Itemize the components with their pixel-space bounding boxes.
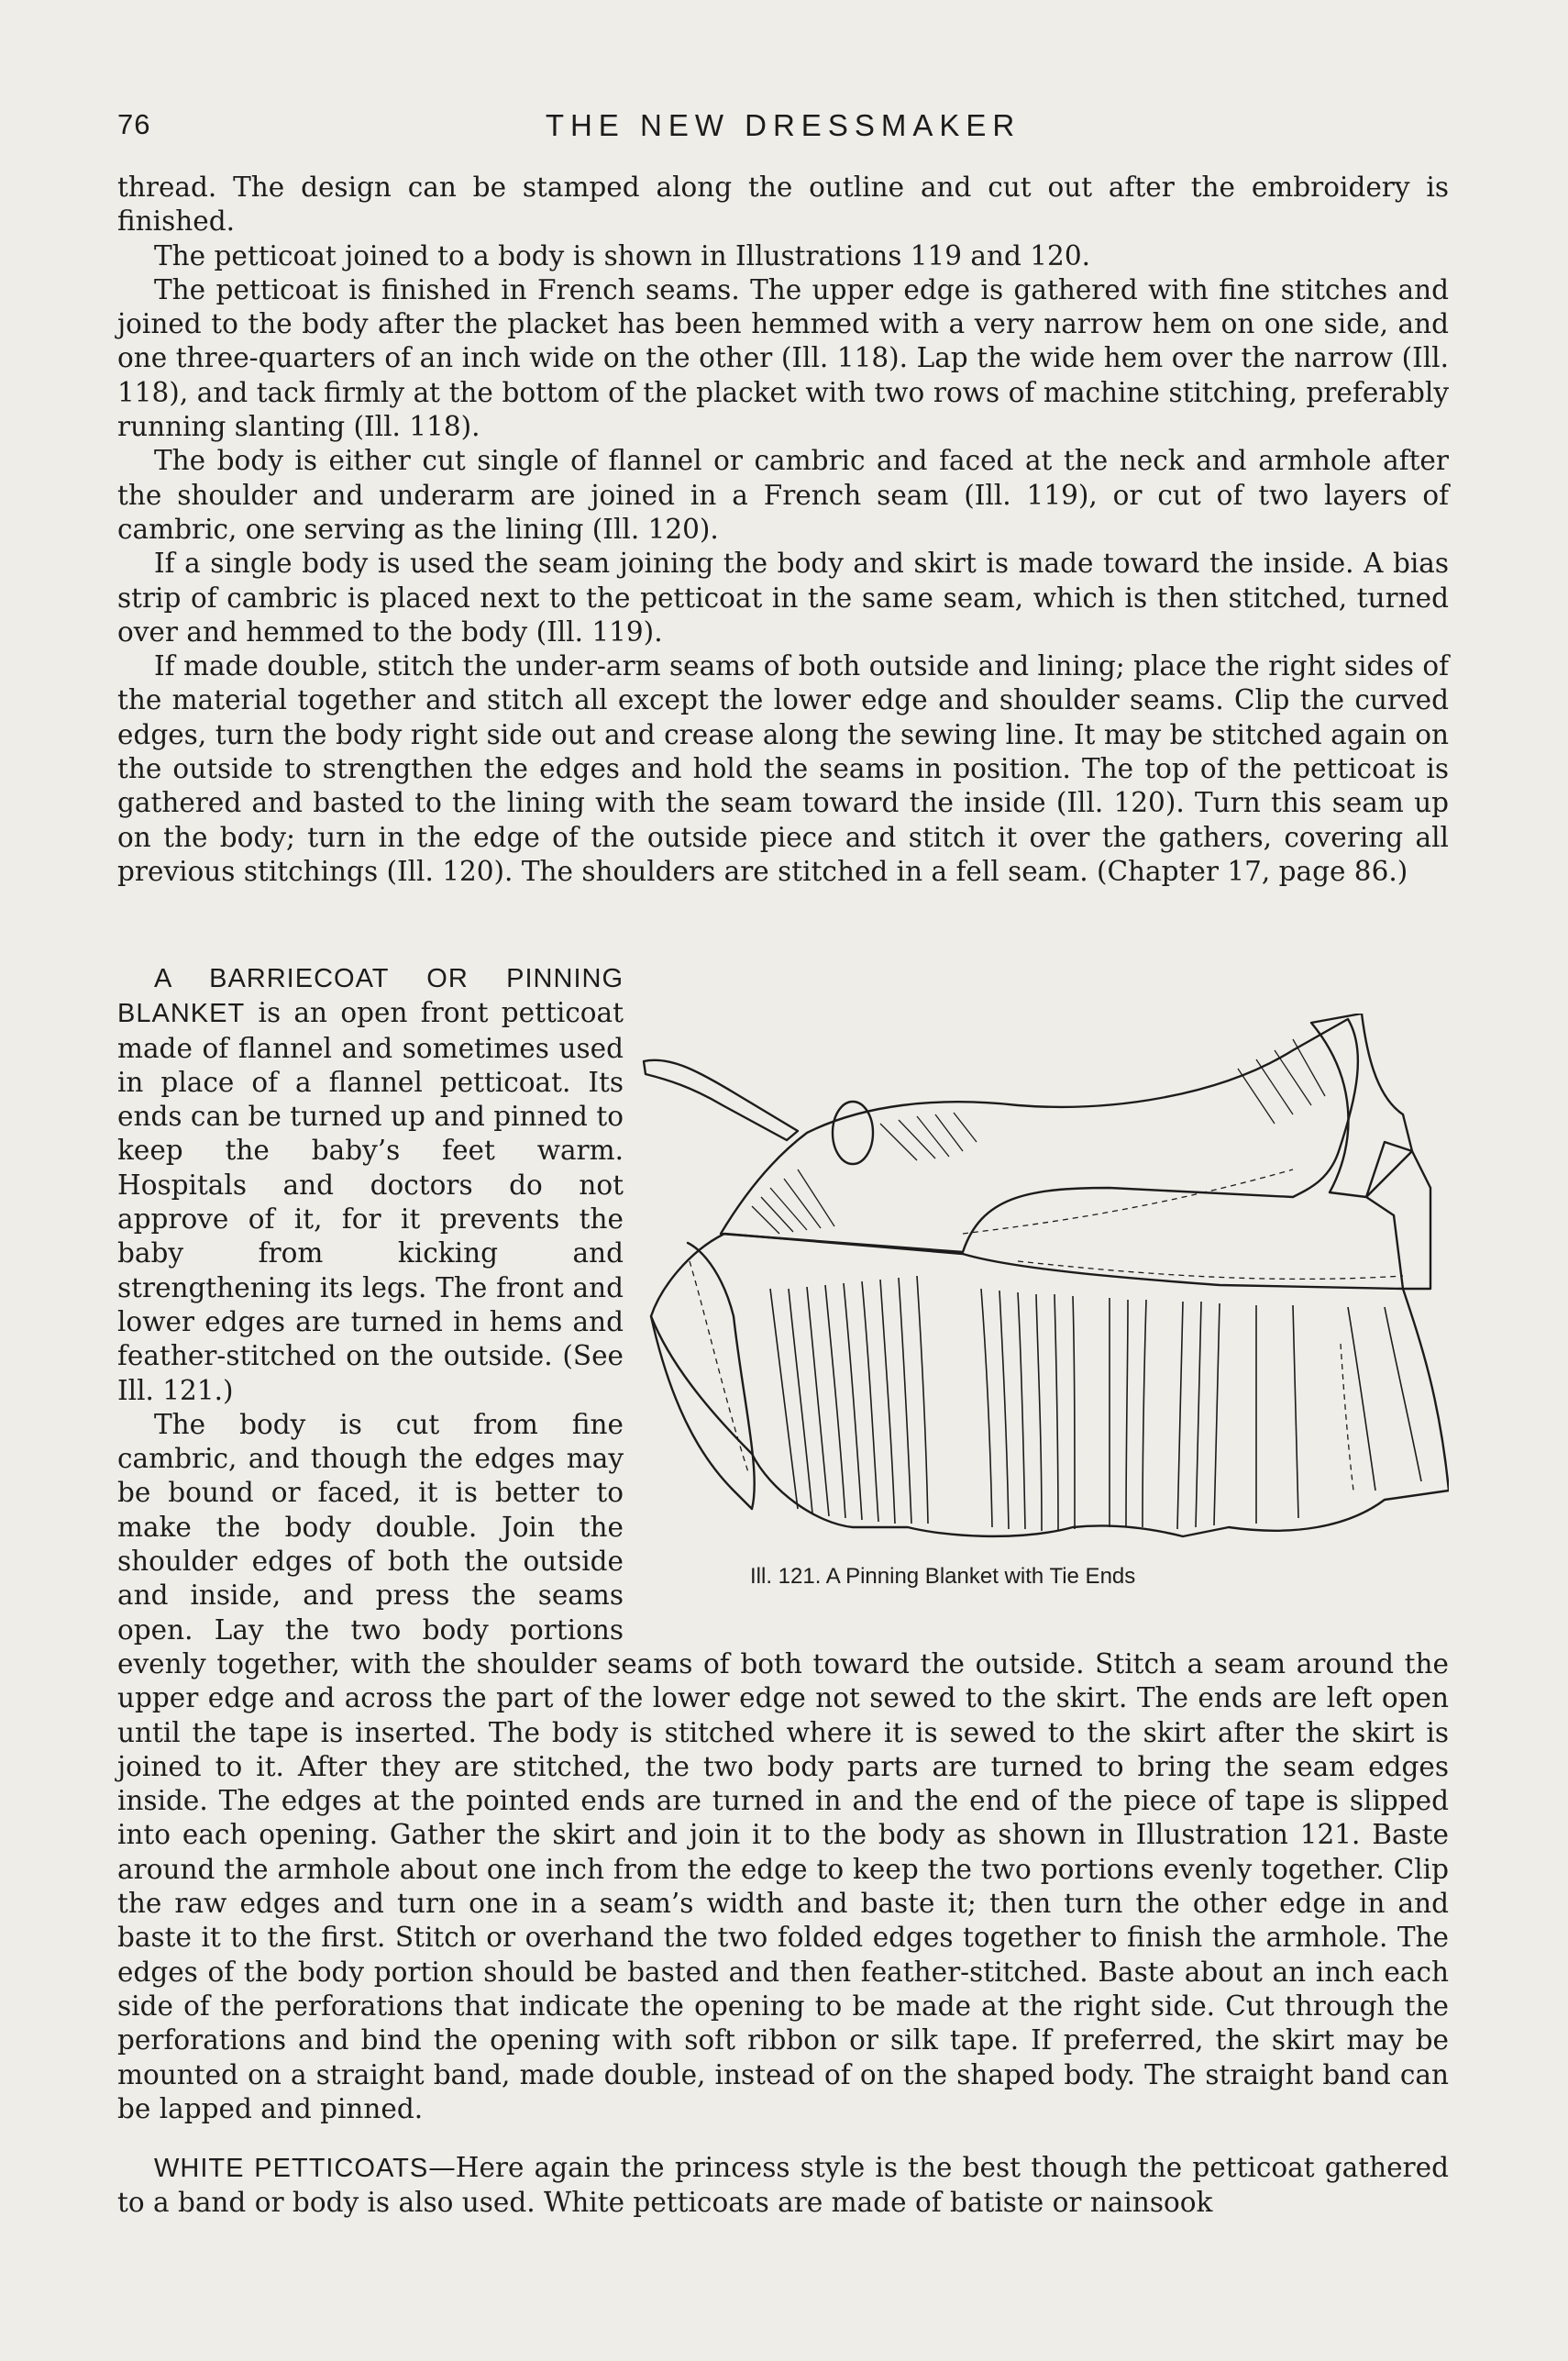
paragraph-body-cut: The body is either cut single of flannel or cambric and faced at the neck and armhole after the shoulder and underarm are joined in a French seam (Ill. 119), or cut of two layers of cambric, one serving as the lining (Ill. 120). bbox=[117, 445, 1449, 545]
running-head bbox=[117, 108, 1449, 150]
paragraph-continued: thread. The design can be stamped along the outline and cut out after the embroidery is finished. bbox=[117, 172, 1449, 238]
paragraph-single-body: If a single body is used the seam joining the body and skirt is made toward the inside. A bias strip of cambric is placed next to the petticoat in the same seam, which is then stitched, turned over and hemmed to the body (Ill. 119). bbox=[117, 548, 1449, 648]
barriecoat-body-text bbox=[117, 961, 1449, 2126]
barriecoat-title: A BARRIECOAT OR PINNING BLANKET bbox=[117, 964, 624, 1029]
paragraph-french-seams: The petticoat is finished in French seams. The upper edge is gathered with fine stitches and joined to the body after the placket has been hemmed with a very narrow hem on one side, and one three-quarters of an inch wide on the other (Ill. 118). Lap the wide hem over the narrow (Ill. 118), and tack firmly at the bottom of the placket with two rows of machine stitching, preferably running slanting (Ill. 118). bbox=[117, 273, 1449, 443]
figure-caption: Ill. 121. A Pinning Blanket with Tie Ends bbox=[750, 1564, 1136, 1589]
barriecoat-body-paragraph: The body is cut from fine cambric, and though the edges may be bound or faced, it is better to make the body double. Join the shoulder edges of both the outside and inside, and press the seams open. Lay the two body portions evenly together, with the shoulder seams of both toward the outside. Stitch a seam around the upper edge and across the part of the lower edge not sewed to the skirt. The ends are left open until the tape is inserted. The body is stitched where it is sewed to the skirt after the skirt is joined to it. After they are stitched, the two body parts are turned to bring the seam edges inside. The edges at the pointed ends are turned in and the end of the piece of tape is slipped into each opening. Gather the skirt and join it to the body as shown in Illustration 121. Baste around the armhole about one inch from the edge to keep the two portions evenly together. Clip the raw edges and turn one in a seam’s width and baste it; then turn the other edge in and baste it to the first. Stitch or overhand the two folded edges together to finish the armhole. The edges of the body portion should be basted and then feather-stitched. Baste about an inch each side of the perforations that indicate the opening to be made at the right side. Cut through the perforations and bind the opening with soft ribbon or silk tape. If preferred, the skirt may be mounted on a straight band, made double, instead of on the shaped body. The straight band can be lapped and pinned. bbox=[117, 1408, 1449, 2124]
book-title: THE NEW DRESSMAKER bbox=[545, 108, 1021, 142]
white-petticoats-text: —Here again the princess style is the best though the petticoat gathered to a band or body is also used. White petticoats are made of batiste or nainsook bbox=[117, 2152, 1449, 2219]
paragraph-petticoat-joined: The petticoat joined to a body is shown in Illustrations 119 and 120. bbox=[154, 239, 1090, 272]
white-petticoats-heading: WHITE PETTICOATS bbox=[154, 2154, 429, 2183]
paragraph-made-double: If made double, stitch the under-arm seams of both outside and lining; place the right sides of the material together and stitch all except the lower edge and shoulder seams. Clip the curved edges, turn the body right side out and crease along the sewing line. It may be stitched again on the outside to strengthen the edges and hold the seams in position. The top of the petticoat is gathered and basted to the lining with the seam toward the inside (Ill. 120). Turn this seam up on the body; turn in the edge of the outside piece and stitch it over the gathers, covering all previous stitchings (Ill. 120). The shoulders are stitched in a fell seam. (Chapter 17, page 86.) bbox=[117, 650, 1449, 887]
white-petticoats-section bbox=[117, 2151, 1449, 2221]
barriecoat-intro-text: is an open front petticoat made of flannel and sometimes used in place of a flannel petticoat. Its ends can be turned up and pinned to keep the baby’s feet warm. Hospitals and doctors do not approve of it, for it prevents the baby from kicking and strengthening its legs. The front and lower edges are turned in hems and feather-stitched on the outside. (See Ill. 121.) bbox=[117, 997, 624, 1406]
page-number: 76 bbox=[117, 108, 151, 140]
page bbox=[117, 108, 1449, 929]
